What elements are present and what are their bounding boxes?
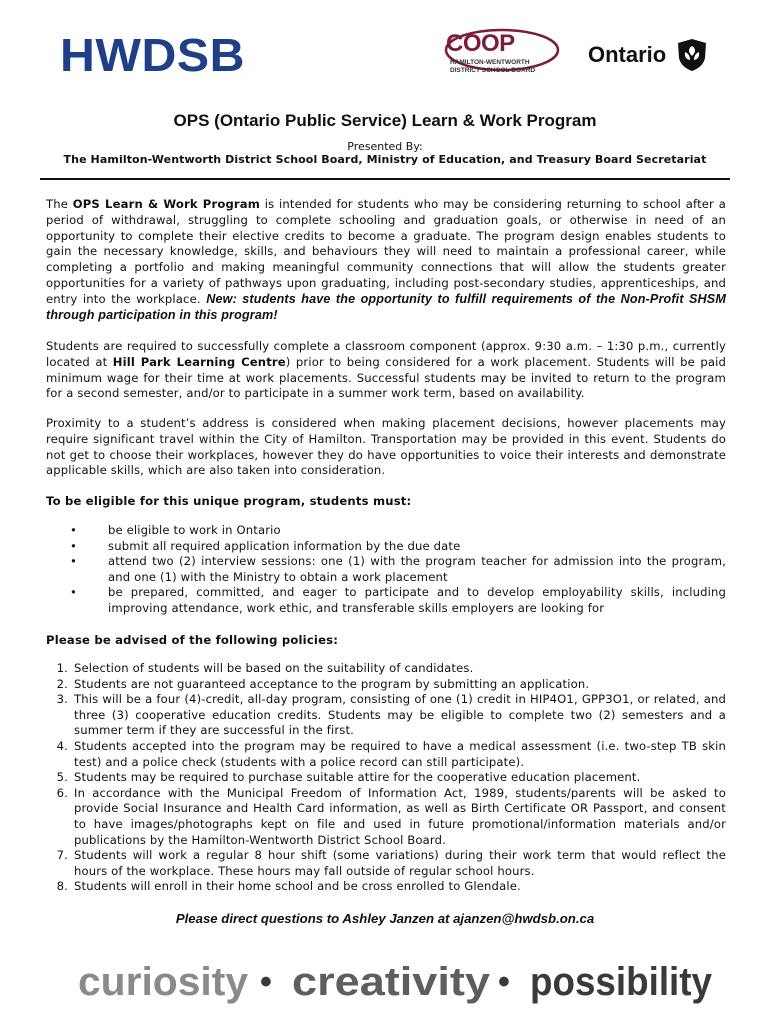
presented-by-label: Presented By: bbox=[347, 140, 423, 153]
classroom-text-2: ) prior to being considered for a work placement. Students will be paid minimum wage for their time at work placements. Successful students may be invited to return to the program for a second semester, and/or to participate in a summer work term, based on availability. bbox=[46, 354, 726, 401]
contact-line: Please direct questions to Ashley Janzen at ajanzen@hwdsb.on.ca bbox=[175, 911, 595, 926]
list-item-number: 8. bbox=[56, 879, 68, 894]
bullet-icon: • bbox=[70, 554, 77, 569]
list-item-number: 1. bbox=[56, 661, 68, 675]
list-item-number: 4. bbox=[56, 738, 68, 753]
list-item bbox=[20, 677, 726, 693]
list-item-text: Students may be required to purchase suitable attire for the cooperative education placement. bbox=[74, 770, 641, 785]
list-item bbox=[70, 585, 726, 616]
header-divider bbox=[40, 178, 730, 180]
bullet-icon: • bbox=[70, 585, 77, 600]
coop-logo-word: COOP bbox=[446, 30, 515, 57]
list-item bbox=[20, 879, 726, 895]
intro-prefix: The bbox=[46, 197, 73, 211]
list-item-number: 5. bbox=[56, 770, 68, 785]
list-item-text: This will be a four (4)-credit, all-day program, consisting of one (1) credit in HIP4O1, GPP3O1, or related, and three (3) cooperative education credits. Students may be eligible to complete two (2) semesters and a summer term if they are successful in the first. bbox=[74, 692, 726, 738]
new-shsm-note: New: students have the opportunity to fulfill requirements of the Non-Profit SHSM through participation in this program! bbox=[46, 291, 726, 322]
list-item bbox=[20, 848, 726, 879]
slogan-creativity: creativity bbox=[292, 960, 491, 1004]
slogan-separator-1: • bbox=[260, 963, 272, 1001]
footer-slogan bbox=[70, 955, 720, 1015]
list-item bbox=[70, 523, 726, 539]
list-item-text: In accordance with the Municipal Freedom of Information Act, 1989, students/parents will be asked to provide Social Insurance and Health Card information, as well as Birth Certificate OR Passport, and consent to have images/photographs kept on file and used in future promotional/information materials and/or publications by the Hamilton-Wentworth District School Board. bbox=[74, 785, 726, 847]
hwdsb-logo: HWDSB bbox=[60, 29, 246, 81]
policies-list bbox=[20, 661, 726, 895]
list-item-text: submit all required application information by the due date bbox=[108, 538, 461, 553]
list-item-number: 2. bbox=[56, 676, 68, 691]
slogan-curiosity: curiosity bbox=[78, 960, 249, 1004]
page-title: OPS (Ontario Public Service) Learn & Work Program bbox=[173, 111, 597, 130]
list-item-text: Students will enroll in their home school and be cross enrolled to Glendale. bbox=[74, 879, 521, 894]
intro-text: is intended for students who may be considering returning to school after a period of withdrawal, struggling to complete schooling and graduation goals, or otherwise in need of an opportunity to complete their elective credits to become a graduate. The program design enables students to gain the necessary knowledge, skills, and behaviours they will need to maintain a professional career, while completing a portfolio and making meaningful community connections that will allow the students greater opportunities for a variety of pathways upon graduating, including post-secondary studies, apprenticeships, and entry into the workplace. bbox=[46, 197, 726, 306]
coop-logo-subtitle bbox=[450, 59, 535, 74]
coop-logo-line1: HAMILTON-WENTWORTH bbox=[450, 59, 530, 66]
eligibility-list bbox=[70, 523, 726, 617]
bullet-icon: • bbox=[70, 523, 77, 537]
list-item bbox=[20, 770, 726, 786]
list-item-text: attend two (2) interview sessions: one (1) with the program teacher for admission into the program, and one (1) with the Ministry to obtain a work placement bbox=[108, 554, 726, 584]
list-item bbox=[20, 692, 726, 739]
list-item-number: 3. bbox=[56, 692, 68, 707]
list-item-text: Students will work a regular 8 hour shift (some variations) during their work term that would reflect the hours of the workplace. These hours may fall outside of regular school hours. bbox=[74, 848, 726, 878]
classroom-text-1: Students are required to successfully complete a classroom component (approx. 9:30 a.m. – 1:30 p.m., currently located at bbox=[46, 339, 726, 369]
policies-heading: Please be advised of the following policies: bbox=[46, 633, 339, 647]
list-item-number: 6. bbox=[56, 785, 68, 800]
slogan-possibility: possibility bbox=[530, 960, 713, 1004]
list-item-text: be prepared, committed, and eager to participate and to develop employability skills, including improving attendance, work ethic, and transferable skills employers are looking for bbox=[108, 585, 726, 615]
coop-logo bbox=[440, 28, 560, 86]
list-item bbox=[20, 786, 726, 848]
program-name: OPS Learn & Work Program bbox=[72, 197, 260, 211]
list-item-text: Students accepted into the program may be required to have a medical assessment (i.e. two-step TB skin test) and a police check (students with a police record can still participate). bbox=[74, 738, 726, 769]
trillium-icon bbox=[677, 38, 707, 72]
ontario-logo: Ontario bbox=[588, 42, 667, 67]
proximity-paragraph: Proximity to a student’s address is considered when making placement decisions, however placements may require significant travel within the City of Hamilton. Transportation may be provided in this event. Students do not get to choose their workplaces, however they do have opportunities to voice their interests and demonstrate applicable skills, which are also taken into consideration. bbox=[46, 416, 726, 478]
classroom-paragraph bbox=[46, 339, 726, 402]
bullet-icon: • bbox=[70, 538, 77, 553]
presenters-line: The Hamilton-Wentworth District School Board, Ministry of Education, and Treasury Board Secretariat bbox=[63, 153, 707, 166]
list-item-text: Students are not guaranteed acceptance to the program by submitting an application. bbox=[74, 676, 590, 691]
slogan-separator-2: • bbox=[498, 963, 510, 1001]
list-item bbox=[70, 554, 726, 585]
list-item-text: be eligible to work in Ontario bbox=[108, 523, 281, 537]
list-item bbox=[70, 539, 726, 555]
classroom-location: Hill Park Learning Centre bbox=[112, 354, 286, 369]
list-item-number: 7. bbox=[56, 848, 68, 863]
list-item-text: Selection of students will be based on the suitability of candidates. bbox=[74, 661, 474, 675]
eligibility-heading: To be eligible for this unique program, students must: bbox=[46, 494, 412, 508]
list-item bbox=[20, 739, 726, 770]
intro-paragraph bbox=[46, 197, 726, 323]
list-item bbox=[20, 661, 726, 677]
coop-logo-line2: DISTRICT SCHOOL BOARD bbox=[450, 66, 536, 74]
